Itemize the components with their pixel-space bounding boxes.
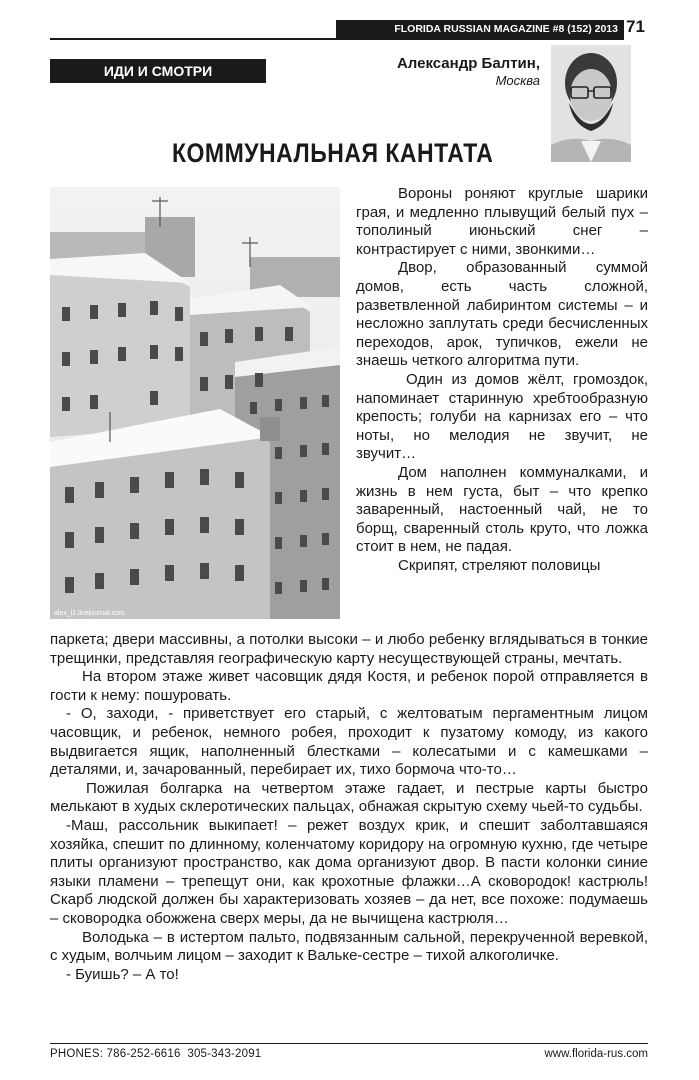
article-title: КОММУНАЛЬНАЯ КАНТАТА bbox=[172, 138, 494, 168]
photo-watermark: alex_l1.livejournal.com bbox=[54, 610, 125, 617]
paragraph: На втором этаже живет часовщик дядя Костя, и ребенок порой отправляется в гости к нему: пошуровать. bbox=[50, 668, 648, 704]
paragraph: Володька – в истертом пальто, подвязанным сальной, перекрученной веревкой, с худым, волчьим лицом – заходит к Вальке-сестре – тихой алкоголичке. bbox=[50, 928, 648, 965]
page-number: 71 bbox=[626, 17, 645, 36]
magazine-title: FLORIDA RUSSIAN MAGAZINE #8 (152) 2013 bbox=[394, 23, 618, 35]
article-column-right bbox=[356, 185, 648, 575]
paragraph: Один из домов жёлт, громоздок, напоминает старинную хребтообразную крепость; голуби на карнизах его – что ноты, но мелодия не звучит, не звучит… bbox=[356, 370, 648, 463]
paragraph: Двор, образованный суммой домов, есть часть сложной, разветвленной лабиринтом системы – и несложно заплутать среди бесчисленных переходов, арок, тупичков, ежели не знаешь четкого алгоритма пути. bbox=[356, 259, 648, 370]
paragraph: - Буишь? – А то! bbox=[66, 965, 179, 983]
paragraph: Дом наполнен коммуналками, и жизнь в нем густа, быт – что крепко заваренный, настоенный чай, не то борщ, сваренный столь круто, что ложка стоит в нем, не падая. bbox=[356, 463, 648, 556]
author-name: Александр Балтин, bbox=[396, 55, 540, 72]
footer-website[interactable]: www.florida-rus.com bbox=[544, 1048, 648, 1060]
header-rule bbox=[50, 38, 624, 40]
section-label bbox=[50, 59, 266, 83]
footer-rule bbox=[50, 1043, 648, 1044]
paragraph: Скрипят, стреляют половицы bbox=[398, 556, 601, 574]
author-city: Москва bbox=[495, 73, 540, 88]
magazine-header-bar bbox=[336, 20, 624, 38]
paragraph: Вороны роняют круглые шарики грая, и медленно плывущий белый пух – тополиный июньский снег – контрастирует с ними, звонкими… bbox=[356, 185, 648, 258]
courtyard-photo bbox=[50, 187, 340, 619]
author-block bbox=[330, 55, 540, 88]
paragraph: - О, заходи, - приветствует его старый, с желтоватым пергаментным лицом часовщик, и ребенок, немного робея, проходит к пузатому комоду, из какого выдвигается ящик, наполненный блестками – колесатыми и с камешками – деталями, и, зачарованный, перебирает их, тихо бормоча что-то… bbox=[50, 705, 648, 779]
footer-phones: PHONES: 786-252-6616 305-343-2091 bbox=[50, 1048, 262, 1060]
author-portrait bbox=[551, 45, 631, 162]
paragraph: Пожилая болгарка на четвертом этаже гадает, и пестрые карты быстро мелькают в худых склеротических пальцах, обнажая скрытую схему чьей-то судьбы. bbox=[50, 779, 648, 816]
article-column-full bbox=[50, 631, 648, 984]
section-label-text: ИДИ И СМОТРИ bbox=[103, 63, 213, 79]
paragraph: паркета; двери массивны, а потолки высоки – и любо ребенку вглядываться в тонкие трещинки, представляя географическую карту несуществующей страны, мечтать. bbox=[50, 631, 648, 667]
paragraph: -Маш, рассольник выкипает! – режет воздух крик, и спешит заболтавшаяся хозяйка, спешит по длинному, коленчатому коридору на огромную кухню, где четыре плиты организуют пространство, как дома организуют двор. В пасти колонки синие языки пламени – трепещут они, как крохотные флажки…А сковородок! кастрюль! Скарб людской должен бы характеризовать хозяев – да нет, все похоже: подумаешь – сковородка обожжена сверх меры, да не вычищена кастрюля… bbox=[50, 816, 648, 927]
